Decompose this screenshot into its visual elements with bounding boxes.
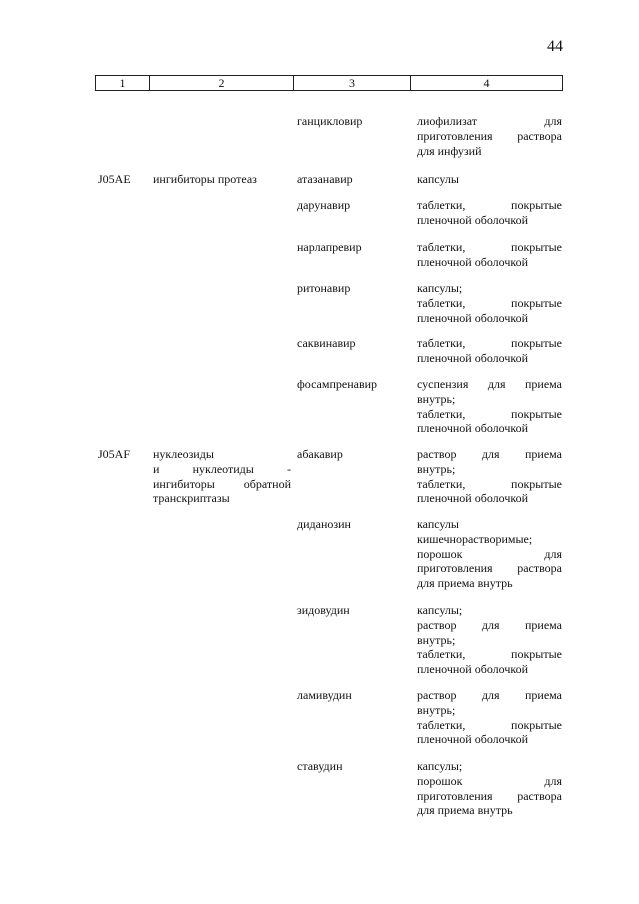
form-word: приема bbox=[524, 377, 562, 391]
form-word: внутрь; bbox=[417, 461, 456, 476]
form-word: таблетки, bbox=[417, 240, 466, 254]
form-word: таблетки, bbox=[417, 717, 466, 732]
form-line bbox=[417, 114, 562, 129]
header-col-3: 3 bbox=[293, 76, 410, 90]
group-word: обратной bbox=[243, 476, 291, 491]
drug-name: абакавир bbox=[297, 447, 343, 461]
form-word: пленочной оболочкой bbox=[417, 254, 529, 269]
form-line bbox=[417, 296, 562, 311]
group-word: - bbox=[286, 461, 291, 476]
form-word: покрытые bbox=[511, 476, 562, 491]
form-line bbox=[417, 603, 562, 618]
header-col-2: 2 bbox=[149, 76, 293, 90]
form-line bbox=[417, 477, 562, 492]
form-line bbox=[417, 547, 562, 562]
group-line bbox=[153, 491, 291, 506]
dosage-form bbox=[417, 688, 562, 747]
form-word: для bbox=[544, 114, 562, 128]
header-col-1: 1 bbox=[95, 76, 149, 90]
form-line bbox=[417, 532, 562, 547]
form-word: покрытые bbox=[511, 406, 562, 421]
form-word: для bbox=[481, 447, 500, 461]
group-line bbox=[153, 477, 291, 492]
drug-name: нарлапревир bbox=[297, 240, 362, 254]
form-word: пленочной оболочкой bbox=[417, 491, 529, 506]
form-word: таблетки, bbox=[417, 476, 466, 491]
form-word: раствор bbox=[417, 447, 457, 461]
form-line bbox=[417, 718, 562, 733]
form-line bbox=[417, 462, 562, 477]
form-word: покрытые bbox=[511, 336, 562, 350]
group-word: ингибиторы протеаз bbox=[153, 172, 257, 186]
group-line bbox=[153, 447, 291, 462]
form-line bbox=[417, 351, 562, 366]
form-word: раствора bbox=[517, 788, 562, 803]
drug-name: дарунавир bbox=[297, 198, 351, 212]
form-line bbox=[417, 172, 562, 187]
form-word: порошок bbox=[417, 773, 463, 788]
form-line bbox=[417, 662, 562, 677]
form-word: пленочной оболочкой bbox=[417, 732, 529, 747]
form-word: для приема внутрь bbox=[417, 576, 513, 591]
dosage-form bbox=[417, 336, 562, 366]
form-line bbox=[417, 732, 562, 747]
form-line bbox=[417, 576, 562, 591]
drug-name: атазанавир bbox=[297, 172, 353, 186]
form-word: для bbox=[481, 688, 500, 702]
form-word: капсулы; bbox=[417, 281, 463, 295]
form-line bbox=[417, 129, 562, 144]
form-word: для инфузий bbox=[417, 143, 482, 158]
form-line bbox=[417, 213, 562, 228]
form-word: внутрь; bbox=[417, 391, 456, 406]
form-word: таблетки, bbox=[417, 198, 466, 212]
form-word: для bbox=[544, 773, 562, 788]
form-word: пленочной оболочкой bbox=[417, 310, 529, 325]
form-line bbox=[417, 144, 562, 159]
form-word: для приема внутрь bbox=[417, 803, 513, 818]
anatomical-group bbox=[153, 172, 291, 187]
form-line bbox=[417, 759, 562, 774]
form-line bbox=[417, 255, 562, 270]
dosage-form bbox=[417, 114, 562, 158]
dosage-form bbox=[417, 198, 562, 228]
table-header bbox=[95, 75, 563, 91]
drug-name: ламивудин bbox=[297, 688, 352, 702]
form-word: приема bbox=[524, 688, 562, 702]
dosage-form bbox=[417, 377, 562, 436]
form-line bbox=[417, 198, 562, 213]
form-line bbox=[417, 789, 562, 804]
form-word: для bbox=[481, 617, 500, 632]
form-word: покрытые bbox=[511, 198, 562, 212]
form-word: капсулы; bbox=[417, 603, 463, 617]
form-line bbox=[417, 774, 562, 789]
form-word: таблетки, bbox=[417, 406, 466, 421]
form-line bbox=[417, 647, 562, 662]
form-word: покрытые bbox=[511, 717, 562, 732]
form-word: кишечнорастворимые; bbox=[417, 531, 533, 546]
drug-name: саквинавир bbox=[297, 336, 356, 350]
dosage-form bbox=[417, 517, 562, 591]
form-word: капсулы; bbox=[417, 759, 463, 773]
group-word: транскриптазы bbox=[153, 491, 230, 506]
form-word: покрытые bbox=[511, 295, 562, 310]
form-word: таблетки, bbox=[417, 647, 466, 662]
form-word: приготовления bbox=[417, 788, 493, 803]
form-word: суспензия bbox=[417, 377, 469, 391]
atc-code: J05AE bbox=[98, 172, 131, 186]
form-line bbox=[417, 392, 562, 407]
form-line bbox=[417, 561, 562, 576]
form-line bbox=[417, 688, 562, 703]
form-line bbox=[417, 447, 562, 462]
form-line bbox=[417, 407, 562, 422]
drug-name: ставудин bbox=[297, 759, 343, 773]
dosage-form bbox=[417, 603, 562, 677]
group-word: нуклеотиды bbox=[192, 461, 254, 476]
form-line bbox=[417, 311, 562, 326]
form-word: капсулы bbox=[417, 172, 459, 186]
form-word: покрытые bbox=[511, 240, 562, 254]
drug-name: ритонавир bbox=[297, 281, 351, 295]
form-line bbox=[417, 240, 562, 255]
form-word: пленочной оболочкой bbox=[417, 421, 529, 436]
dosage-form bbox=[417, 759, 562, 818]
form-word: таблетки, bbox=[417, 336, 466, 350]
form-word: лиофилизат bbox=[417, 114, 478, 128]
header-col-4: 4 bbox=[410, 76, 563, 90]
form-line bbox=[417, 336, 562, 351]
form-word: таблетки, bbox=[417, 295, 466, 310]
form-word: порошок bbox=[417, 546, 463, 561]
form-word: пленочной оболочкой bbox=[417, 662, 529, 677]
group-line bbox=[153, 172, 291, 187]
form-word: пленочной оболочкой bbox=[417, 212, 529, 227]
group-word: и bbox=[153, 461, 160, 476]
form-word: раствор bbox=[417, 688, 457, 702]
group-word: ингибиторы bbox=[153, 476, 215, 491]
dosage-form bbox=[417, 172, 562, 187]
form-word: внутрь; bbox=[417, 632, 456, 647]
atc-code: J05AF bbox=[98, 447, 131, 461]
drug-name: зидовудин bbox=[297, 603, 350, 617]
drug-name: диданозин bbox=[297, 517, 351, 531]
group-word: нуклеозиды bbox=[153, 447, 214, 461]
form-word: раствора bbox=[517, 128, 562, 143]
dosage-form bbox=[417, 240, 562, 270]
form-line bbox=[417, 517, 562, 532]
form-word: пленочной оболочкой bbox=[417, 350, 529, 365]
form-line bbox=[417, 377, 562, 392]
form-line bbox=[417, 491, 562, 506]
form-word: раствора bbox=[517, 561, 562, 576]
form-word: внутрь; bbox=[417, 702, 456, 717]
form-word: приготовления bbox=[417, 561, 493, 576]
form-word: капсулы bbox=[417, 517, 459, 531]
form-word: приема bbox=[524, 617, 562, 632]
form-line bbox=[417, 633, 562, 648]
dosage-form bbox=[417, 281, 562, 325]
drug-name: фосампренавир bbox=[297, 377, 378, 391]
dosage-form bbox=[417, 447, 562, 506]
form-word: раствор bbox=[417, 617, 457, 632]
form-line bbox=[417, 803, 562, 818]
group-line bbox=[153, 462, 291, 477]
form-word: приема bbox=[524, 447, 562, 461]
page-number: 44 bbox=[547, 38, 563, 55]
form-line bbox=[417, 703, 562, 718]
form-line bbox=[417, 281, 562, 296]
form-word: покрытые bbox=[511, 647, 562, 662]
form-word: для bbox=[487, 377, 506, 391]
drug-name: ганцикловир bbox=[297, 114, 363, 128]
form-line bbox=[417, 421, 562, 436]
form-word: приготовления bbox=[417, 128, 493, 143]
form-word: для bbox=[544, 546, 562, 561]
form-line bbox=[417, 618, 562, 633]
anatomical-group bbox=[153, 447, 291, 506]
